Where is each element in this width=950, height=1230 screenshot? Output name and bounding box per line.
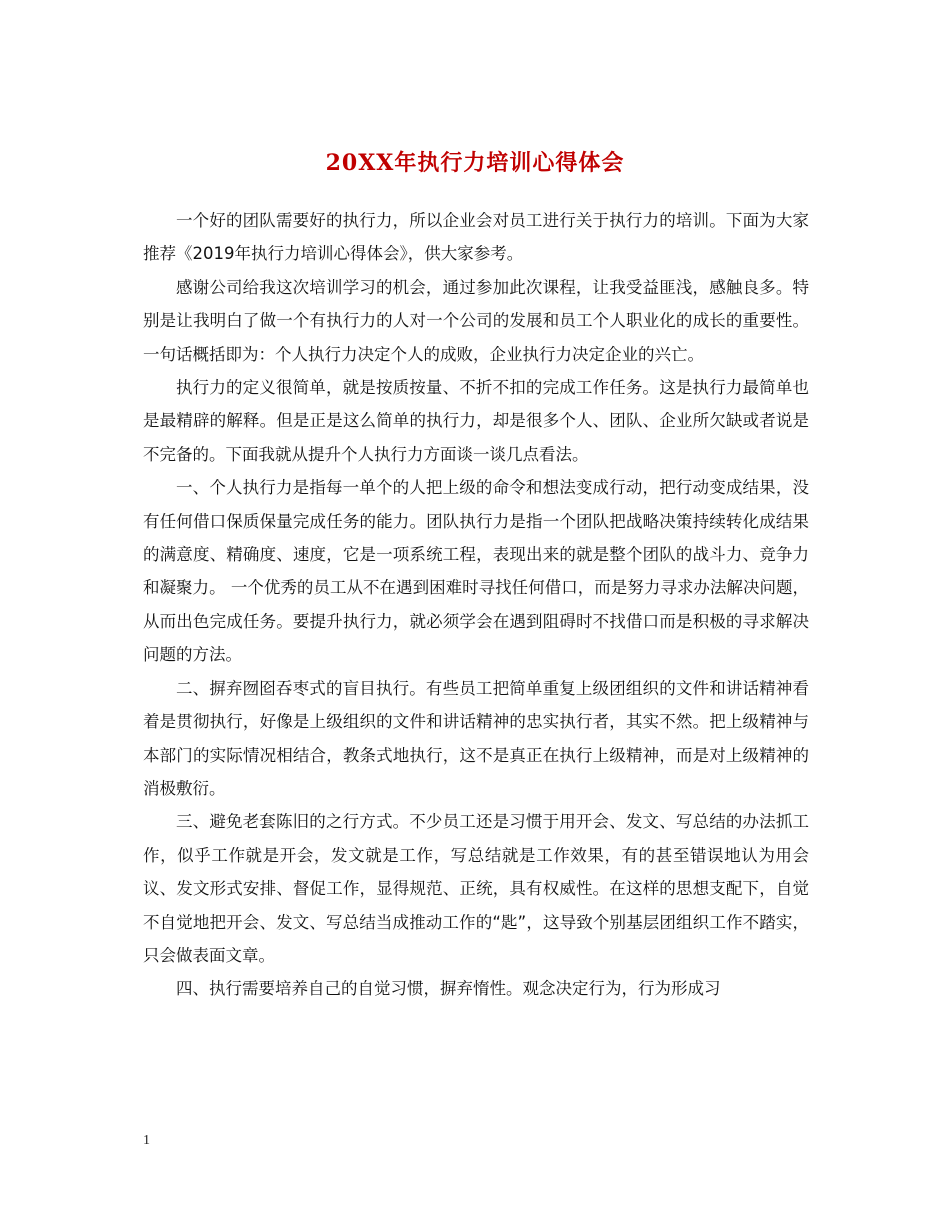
paragraph-1: 一个好的团队需要好的执行力，所以企业会对员工进行关于执行力的培训。下面为大家推荐《2019年执行力培训心得体会》，供大家参考。 xyxy=(143,211,809,264)
paragraph-4: 一、个人执行力是指每一单个的人把上级的命令和想法变成行动，把行动变成结果，没有任何借口保质保量完成任务的能力。团队执行力是指一个团队把战略决策持续转化成结果的满意度、精确度、速度，它是一项系统工程，表现出来的就是整个团队的战斗力、竞争力和凝聚力。 一个优秀的员工从不在遇到困难时寻找任何借口，而是努力寻求办法解决问题，从而出色完成任务。要提升执行力，就必须学会在遇到阻碍时不找借口而是积极的寻求解决问题的方法。 xyxy=(143,478,809,665)
paragraph-6: 三、避免老套陈旧的之行方式。不少员工还是习惯于用开会、发文、写总结的办法抓工作，似乎工作就是开会，发文就是工作，写总结就是工作效果，有的甚至错误地认为用会议、发文形式安排、督促工作，显得规范、正统，具有权威性。在这样的思想支配下，自觉不自觉地把开会、发文、写总结当成推动工作的“匙”，这导致个别基层团组织工作不踏实，只会做表面文章。 xyxy=(143,812,809,965)
paragraph-5: 二、摒弃囫囵吞枣式的盲目执行。有些员工把简单重复上级团组织的文件和讲话精神看着是贯彻执行，好像是上级组织的文件和讲话精神的忠实执行者，其实不然。把上级精神与本部门的实际情况相结合，教条式地执行，这不是真正在执行上级精神，而是对上级精神的消极敷衍。 xyxy=(143,678,809,798)
document-body xyxy=(143,204,809,1006)
document-title: 20XX年执行力培训心得体会 xyxy=(325,149,625,176)
paragraph-7: 四、执行需要培养自己的自觉习惯，摒弃惰性。观念决定行为，行为形成习 xyxy=(176,979,721,999)
paragraph-3: 执行力的定义很简单，就是按质按量、不折不扣的完成工作任务。这是执行力最简单也是最精辟的解释。但是正是这么简单的执行力，却是很多个人、团队、企业所欠缺或者说是不完备的。下面我就从提升个人执行力方面谈一谈几点看法。 xyxy=(143,378,809,464)
paragraph-2: 感谢公司给我这次培训学习的机会，通过参加此次课程，让我受益匪浅，感触良多。特别是让我明白了做一个有执行力的人对一个公司的发展和员工个人职业化的成长的重要性。一句话概括即为：个人执行力决定个人的成败，企业执行力决定企业的兴亡。 xyxy=(143,277,809,364)
page-number: 1 xyxy=(143,1133,150,1148)
